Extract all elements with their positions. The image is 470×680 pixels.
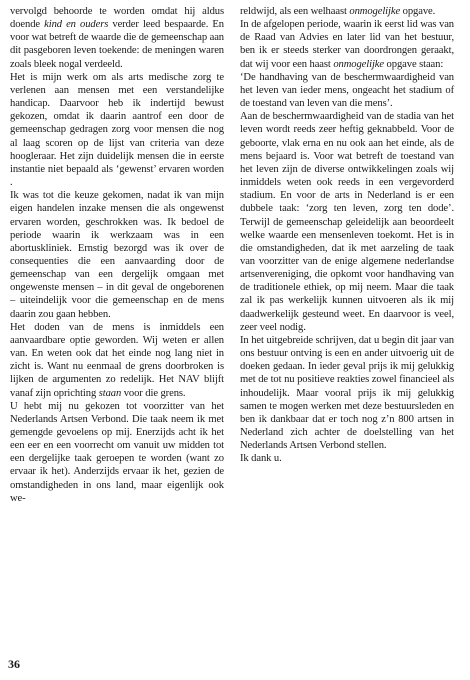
left-paragraph-1: vervolgd behoorde te worden omdat hij aldus doende kind en ouders verder leed bespaarde. En voor wat betreft de waarde die de gemeenschap aan dit pasgeboren leven toekende: de meningen waren zoals bleek nogal verdeeld. — [10, 6, 224, 70]
right-paragraph-5: Ik dank u. — [240, 453, 282, 465]
page-number: 36 — [8, 657, 20, 671]
emphasis: onmogelijke — [349, 6, 401, 17]
block-quote: ‘De handhaving van de beschermwaardigheid van het leven van ieder mens, ongeacht het stadium of de toestand van leven van die mens’. — [240, 71, 454, 110]
left-column — [10, 5, 224, 505]
emphasis: onmogelijke — [333, 58, 384, 70]
right-paragraph-2: In de afgelopen periode, waarin ik eerst lid was van de Raad van Advies en later lid van het bestuur, ben ik er steeds sterker van doordrongen geraakt, dat wij voor een haast onmogelijke opgave staan: — [240, 19, 454, 70]
left-paragraph-5: U hebt mij nu gekozen tot voorzitter van het Nederlands Artsen Verbond. Die taak neem ik met gemengde gevoelens op mij. Enerzijds acht ik het een eer en een voorrecht om vanuit uw midden tot een dergelijke taak geroepen te worden (want zo ervaar ik het). Anderzijds ervaar ik het, gezien de omstandigheden in ons land, maar eigenlijk ook we- — [10, 400, 224, 504]
right-paragraph-3: Aan de beschermwaardigheid van de stadia van het leven wordt reeds zeer heftig geknabbeld. Voor de geboorte, vlak erna en nu ook aan het einde, als de mens bejaard is. Voor wat betreft de toestand van het leven zijn de diverse ontwikkelingen zoals wij inmiddels weten ook reeds in een vergevorderd stadium. En voor de arts in Nederland is er een dubbele taak: ‘zorg ten leven, zorg ten dode’. Terwijl de gemeenschap geleidelijk aan beoordeelt welke waarde een mensenleven toekomt. Het is in die omstandigheden, dat ik met aarzeling de taak van voorzitter van de enige algemene nederlandse artsenvereniging, die opkomt voor handhaving van de traditionele ethiek, op mij neem. Maar die taak zal ik pas werkelijk kunnen uitvoeren als ik mij daadwerkelijk gesteund weet. En daarvoor is veel, zeer veel nodig. — [240, 111, 454, 333]
right-paragraph-1: reldwijd, als een welhaast onmogelijke opgave. — [240, 6, 436, 17]
left-paragraph-2: Het is mijn werk om als arts medische zorg te verlenen aan mensen met een verstandelijke handicap. Daarvoor heb ik indertijd bewust gekozen, omdat ik daarin aantrof een door de gemeenschap gedragen zorg voor mensen die nog al laag scoren op de lijst van criteria van deze hoogleraar. Het zijn duidelijk mensen die in eerste instantie niet bepaald als ‘gewenst’ ervaren worden . — [10, 71, 224, 189]
left-paragraph-3: Ik was tot die keuze gekomen, nadat ik van mijn eigen handelen inzake mensen die als ongewenst ervaren worden, geschrokken was. Ik bedoel de periode waarin ik werkzaam was in een abortuskliniek. Ernstig bezorgd was ik over de consequenties die een aanvaarding door de gemeenschap van een dergelijk omgaan met ongewenste mensen – in dit geval de ongeborenen – uiteindelijk voor die gemeenschap en de mens daarin zou gaan hebben. — [10, 190, 224, 320]
right-column — [240, 5, 454, 465]
emphasis: staan — [98, 387, 122, 399]
left-paragraph-4: Het doden van de mens is inmiddels een aanvaardbare optie geworden. Wij weten er allen van. En weten ook dat het einde nog lang niet in zicht is. Want nu eenmaal de grens doorbroken is lijken de argumenten zo redelijk. Het NAV blijft vanaf zijn oprichting staan voor die grens. — [10, 321, 224, 399]
right-paragraph-4: In het uitgebreide schrijven, dat u begin dit jaar van ons bestuur ontving is een en ander uitvoerig uit de doeken gedaan. In ieder geval prijs ik mij gelukkig met de tot nu positieve reakties zowel financieel als inhoudelijk. Maar vooral prijs ik mij gelukkig samen te mogen werken met deze bestuursleden en ben ik dankbaar dat er toch nog z’n 800 artsen in Nederland zich achter de doelstelling van het Nederlands Artsen Verbond stellen. — [240, 334, 454, 452]
emphasis: kind en ouders — [44, 19, 109, 31]
